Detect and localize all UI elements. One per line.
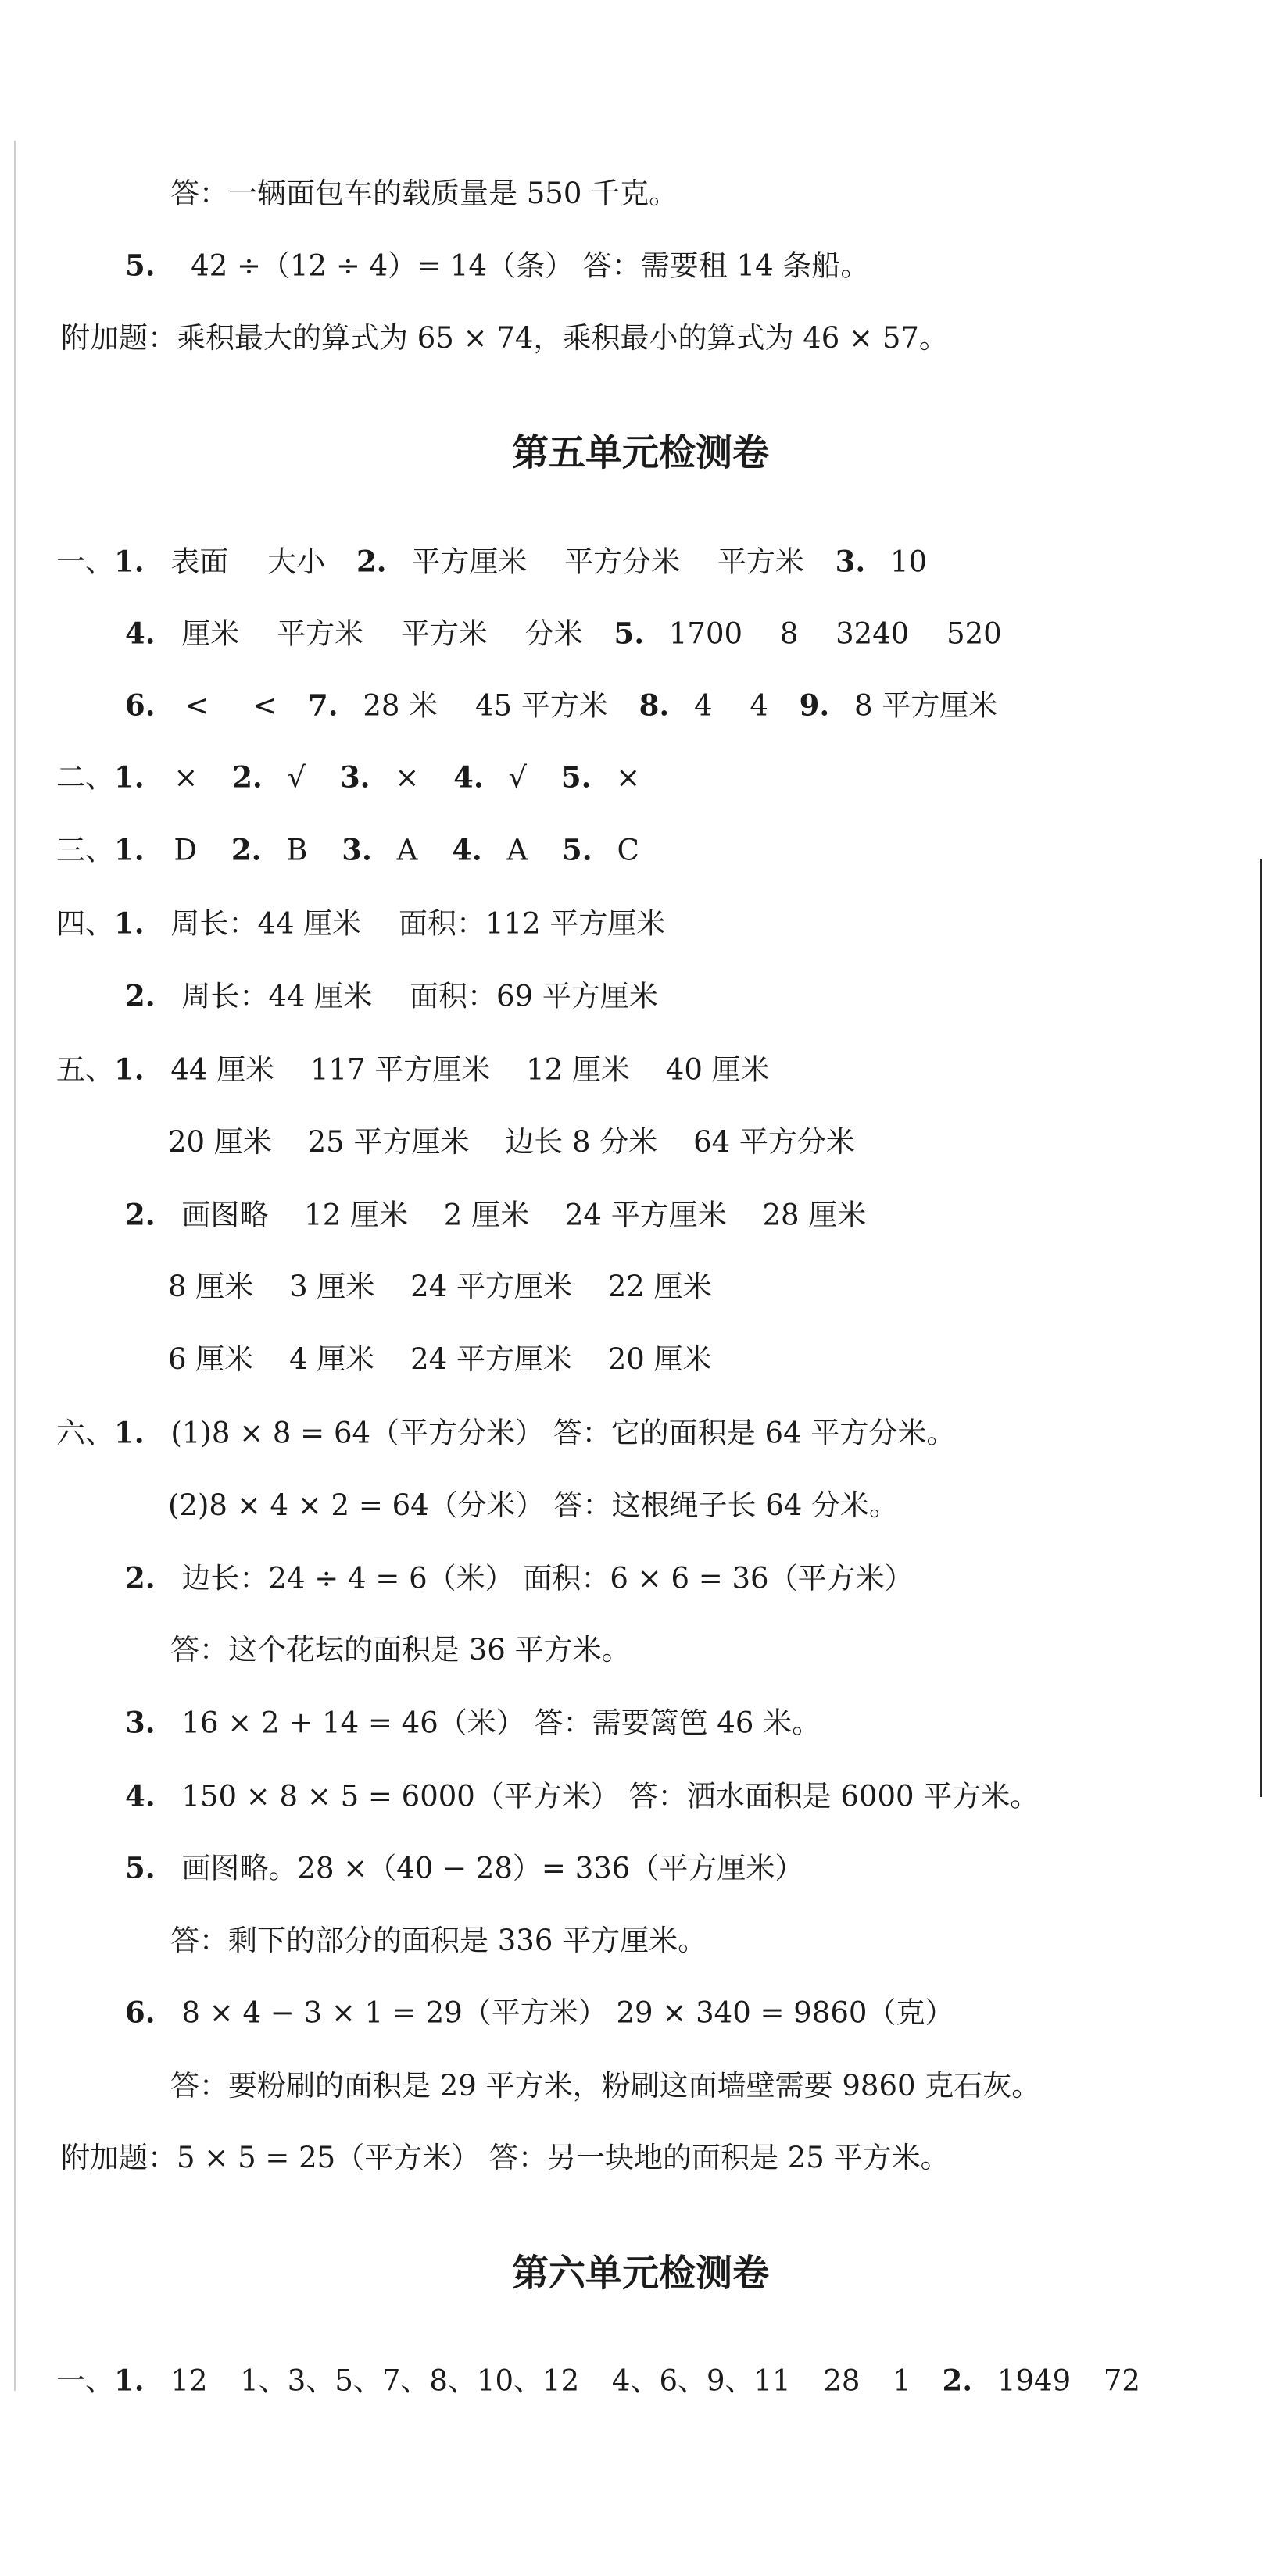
answer-line: [125, 687, 997, 725]
answer-text: A: [506, 833, 528, 867]
item-number: 2.: [125, 1197, 156, 1232]
item-number: 7.: [307, 688, 338, 723]
answer-text: (2)8 × 4 × 2 = 64（分米） 答：这根绳子长 64 分米。: [168, 1488, 899, 1522]
answer-line: [170, 1922, 707, 1960]
answer-text: B: [286, 833, 308, 867]
question-label: 四、: [56, 906, 114, 941]
answer-text: ×: [174, 760, 199, 795]
answer-text: 45 平方米: [474, 688, 608, 723]
answer-text: 24 平方厘米: [564, 1198, 727, 1232]
item-number: 5.: [562, 832, 592, 867]
item-number: 1.: [114, 2363, 145, 2398]
answer-text: 12 厘米: [304, 1198, 409, 1232]
answer-line: [56, 905, 665, 943]
question-label: 一、: [56, 545, 114, 579]
answer-line: [170, 175, 678, 213]
answer-text: 表面: [170, 545, 229, 579]
item-number: 3.: [339, 759, 370, 795]
answer-text: 1949: [997, 2363, 1072, 2398]
answer-text: C: [617, 833, 639, 867]
item-number: 1.: [114, 1415, 145, 1450]
answer-text: 2 厘米: [443, 1198, 530, 1232]
answer-text: 边长：24 ÷ 4 = 6（米） 面积：6 × 6 = 36（平方米）: [181, 1561, 914, 1595]
item-number: 9.: [799, 688, 830, 723]
answer-text: (1)8 × 8 = 64（平方分米） 答：它的面积是 64 平方分米。: [170, 1416, 956, 1450]
item-number: 2.: [942, 2363, 973, 2398]
answer-text: √: [508, 760, 528, 795]
answer-line: [125, 247, 869, 285]
item-number: 6.: [125, 688, 156, 723]
answer-text: 72: [1103, 2363, 1140, 2398]
answer-line: [125, 1994, 954, 2032]
answer-line: [125, 1777, 1039, 1816]
answer-line: [56, 831, 639, 870]
bonus-answer-line: [61, 320, 948, 357]
answer-text: 25 平方厘米: [307, 1125, 470, 1159]
answer-text: 平方米: [400, 616, 488, 651]
answer-text: 8 厘米: [168, 1270, 254, 1303]
answer-text: D: [174, 833, 198, 867]
answer-line: [168, 1341, 712, 1378]
answer-text: 面积：112 平方厘米: [399, 906, 666, 941]
question-label: 五、: [56, 1052, 114, 1087]
answer-line: [125, 1849, 803, 1888]
question-label: 一、: [56, 2363, 114, 2398]
answer-text: 周长：44 厘米: [181, 979, 373, 1013]
answer-text: 答：要粉刷的面积是 29 平方米，粉刷这面墙壁需要 9860 克石灰。: [170, 2069, 1041, 2103]
answer-text: A: [396, 833, 418, 867]
answer-text: 平方厘米: [411, 545, 528, 579]
section-title: 第五单元检测卷: [512, 431, 769, 475]
item-number: 6.: [125, 1995, 156, 2030]
answer-line: [125, 977, 658, 1016]
item-number: 5.: [125, 248, 156, 283]
answer-text: 1、3、5、7、8、10、12: [240, 2363, 580, 2398]
answer-text: 厘米: [181, 616, 240, 651]
item-number: 2.: [231, 832, 262, 867]
answer-text: 28 米: [363, 688, 438, 723]
item-number: 1.: [114, 1052, 145, 1087]
answer-text: 24 平方厘米: [410, 1342, 572, 1376]
answer-text: 10: [890, 545, 928, 579]
answer-line: [168, 1487, 898, 1524]
item-number: 2.: [232, 759, 263, 795]
item-number: 2.: [125, 1560, 156, 1595]
item-number: 1.: [114, 544, 145, 579]
question-label: 三、: [56, 833, 114, 867]
page-edge-shadow: [1260, 859, 1262, 1797]
question-label: 六、: [56, 1416, 114, 1450]
answer-text: 面积：69 平方厘米: [410, 979, 658, 1013]
item-number: 2.: [125, 978, 156, 1013]
answer-text: 4: [750, 688, 768, 723]
item-number: 4.: [452, 832, 482, 867]
answer-line: [56, 759, 640, 797]
answer-text: 6 厘米: [168, 1342, 254, 1376]
section-title: 第六单元检测卷: [512, 2252, 769, 2296]
answer-text: 8: [779, 616, 799, 651]
item-number: 3.: [342, 832, 372, 867]
answer-text: 520: [946, 616, 1002, 651]
answer-text: ×: [616, 760, 641, 795]
answer-text: 28 厘米: [762, 1198, 867, 1232]
item-number: 4.: [125, 616, 156, 651]
item-number: 8.: [639, 688, 670, 723]
answer-text: 平方米: [717, 545, 804, 579]
answer-text: 20 厘米: [607, 1342, 712, 1376]
answer-text: 4、6、9、11: [611, 2363, 791, 2398]
answer-text: 边长 8 分米: [505, 1125, 658, 1159]
answer-line: [125, 615, 1002, 653]
answer-text: 大小: [267, 545, 326, 579]
answer-text: 28: [823, 2363, 861, 2398]
question-label: 二、: [56, 760, 114, 795]
item-number: 1.: [114, 906, 145, 941]
answer-text: 1700: [668, 616, 743, 651]
answer-text: 40 厘米: [665, 1052, 770, 1087]
item-number: 3.: [125, 1705, 156, 1740]
answer-text: 42 ÷（12 ÷ 4）= 14（条） 答：需要租 14 条船。: [191, 248, 870, 283]
answer-text: 3240: [836, 616, 910, 651]
item-number: 5.: [560, 759, 592, 795]
answer-text: 16 × 2 + 14 = 46（米） 答：需要篱笆 46 米。: [181, 1706, 821, 1740]
item-number: 5.: [614, 616, 645, 651]
answer-text: ×: [395, 760, 420, 795]
item-number: 1.: [114, 832, 145, 867]
answer-text: 8 × 4 − 3 × 1 = 29（平方米） 29 × 340 = 9860（克）: [181, 1995, 954, 2030]
left-margin-rule: [14, 141, 16, 2391]
answer-text: 附加题：乘积最大的算式为 65 × 74，乘积最小的算式为 46 × 57。: [61, 321, 948, 355]
answer-text: 画图略: [181, 1198, 269, 1232]
answer-text: 22 厘米: [607, 1270, 712, 1303]
item-number: 4.: [125, 1778, 156, 1813]
answer-text: 12: [170, 2363, 208, 2398]
item-number: 5.: [125, 1850, 156, 1885]
item-number: 3.: [835, 544, 866, 579]
answer-text: 答：这个花坛的面积是 36 平方米。: [170, 1633, 631, 1667]
answer-text: 150 × 8 × 5 = 6000（平方米） 答：洒水面积是 6000 平方米。: [181, 1779, 1039, 1813]
answer-text: 答：剩下的部分的面积是 336 平方厘米。: [170, 1924, 707, 1957]
answer-line: [56, 2362, 1140, 2400]
answer-text: 3 厘米: [289, 1270, 375, 1303]
answer-line: [125, 1704, 821, 1742]
item-number: 4.: [453, 759, 484, 795]
answer-line: [170, 1631, 631, 1669]
item-number: 1.: [114, 759, 145, 795]
answer-text: <: [184, 688, 209, 723]
answer-text: 答：一辆面包车的载质量是 550 千克。: [170, 177, 678, 210]
answer-text: 4: [694, 688, 713, 723]
answer-text: 1: [893, 2363, 911, 2398]
answer-line: [56, 1414, 955, 1452]
answer-text: <: [252, 688, 277, 723]
answer-text: 平方分米: [564, 545, 681, 579]
bonus-answer-line: [61, 2139, 950, 2177]
answer-text: 分米: [524, 616, 583, 651]
answer-text: 12 厘米: [526, 1052, 631, 1087]
answer-line: [56, 543, 927, 581]
answer-text: 附加题：5 × 5 = 25（平方米） 答：另一块地的面积是 25 平方米。: [61, 2141, 950, 2174]
answer-text: 117 平方厘米: [310, 1052, 491, 1087]
answer-text: 周长：44 厘米: [170, 906, 362, 941]
answer-line: [168, 1268, 712, 1306]
answer-text: 画图略。28 ×（40 − 28）= 336（平方厘米）: [181, 1851, 804, 1885]
answer-text: 4 厘米: [289, 1342, 375, 1376]
item-number: 2.: [356, 544, 387, 579]
answer-line: [125, 1196, 866, 1234]
answer-text: 平方米: [277, 616, 364, 651]
answer-text: 64 平方分米: [693, 1125, 855, 1159]
answer-line: [168, 1124, 855, 1161]
answer-text: √: [287, 760, 306, 795]
answer-text: 20 厘米: [168, 1125, 272, 1159]
answer-line: [125, 1560, 914, 1598]
answer-text: 44 厘米: [170, 1052, 275, 1087]
answer-line: [56, 1051, 770, 1089]
answer-line: [170, 2067, 1040, 2105]
answer-text: 8 平方厘米: [854, 688, 998, 723]
answer-text: 24 平方厘米: [410, 1270, 572, 1303]
